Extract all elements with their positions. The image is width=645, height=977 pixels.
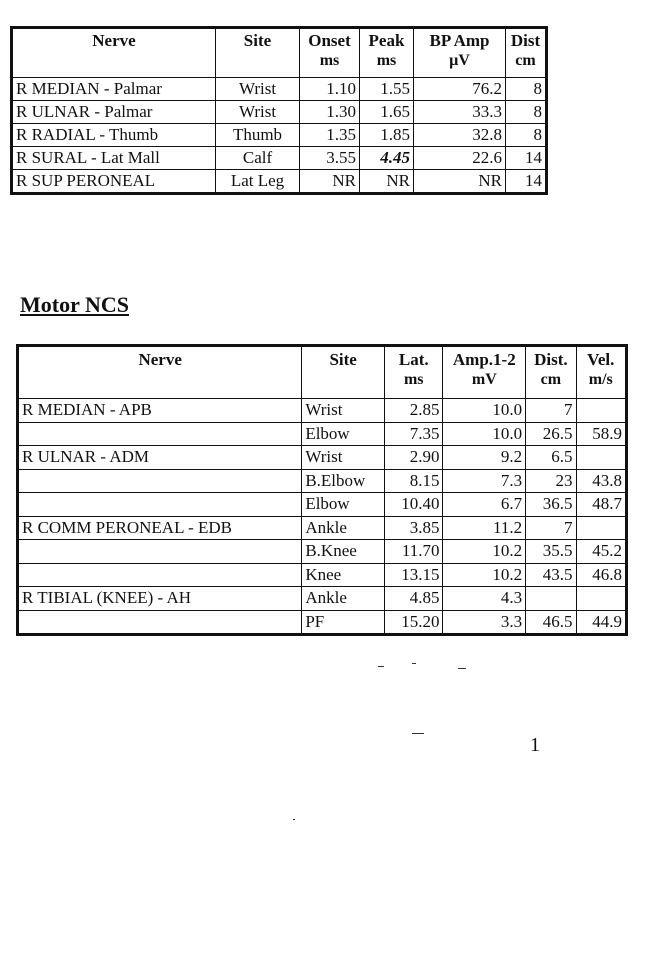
amp-cell: 22.6 — [414, 147, 506, 170]
dist-cell: 6.5 — [526, 446, 576, 470]
amp-cell: 10.0 — [443, 422, 526, 446]
dist-cell: 7 — [526, 516, 576, 540]
page-number: 1 — [530, 734, 540, 756]
vel-cell: 46.8 — [576, 563, 626, 587]
amp-cell: 76.2 — [414, 78, 506, 101]
onset-cell: 1.30 — [300, 101, 360, 124]
lat-cell: 11.70 — [385, 540, 443, 564]
lat-cell: 4.85 — [385, 587, 443, 611]
dist-cell: 36.5 — [526, 493, 576, 517]
amp-cell: 9.2 — [443, 446, 526, 470]
vel-cell: 48.7 — [576, 493, 626, 517]
table-row — [18, 399, 627, 423]
site-cell: PF — [302, 610, 385, 635]
nerve-cell: R COMM PERONEAL - EDB — [18, 516, 302, 540]
lat-cell: 2.85 — [385, 399, 443, 423]
amp-cell: 32.8 — [414, 124, 506, 147]
table-row — [18, 610, 627, 635]
peak-cell-abnormal: 4.45 — [360, 147, 414, 170]
amp-cell: 7.3 — [443, 469, 526, 493]
site-cell: Elbow — [302, 422, 385, 446]
lat-cell: 7.35 — [385, 422, 443, 446]
nerve-cell — [18, 469, 302, 493]
motor-ncs-title: Motor NCS — [20, 292, 129, 317]
lat-cell: 3.85 — [385, 516, 443, 540]
nerve-cell: R RADIAL - Thumb — [12, 124, 216, 147]
lat-cell: 8.15 — [385, 469, 443, 493]
table-row — [12, 101, 547, 124]
amp-cell: 11.2 — [443, 516, 526, 540]
motor-header-nerve: Nerve — [18, 346, 302, 399]
motor-header-row — [18, 346, 627, 399]
vel-cell — [576, 516, 626, 540]
amp-cell: 10.2 — [443, 563, 526, 587]
amp-cell: 3.3 — [443, 610, 526, 635]
vel-cell — [576, 587, 626, 611]
dist-cell: 7 — [526, 399, 576, 423]
site-cell: Wrist — [216, 78, 300, 101]
site-cell: Knee — [302, 563, 385, 587]
scan-speck — [293, 819, 295, 820]
site-cell: Thumb — [216, 124, 300, 147]
sensory-header-nerve: Nerve — [12, 28, 216, 78]
site-cell: Ankle — [302, 516, 385, 540]
scan-speck — [378, 666, 384, 667]
vel-cell — [576, 399, 626, 423]
nerve-cell: R TIBIAL (KNEE) - AH — [18, 587, 302, 611]
peak-cell: 1.85 — [360, 124, 414, 147]
table-row — [12, 78, 547, 101]
onset-cell: 1.10 — [300, 78, 360, 101]
lat-cell: 13.15 — [385, 563, 443, 587]
nerve-cell: R MEDIAN - APB — [18, 399, 302, 423]
amp-cell: 10.2 — [443, 540, 526, 564]
onset-cell: 3.55 — [300, 147, 360, 170]
nerve-cell — [18, 493, 302, 517]
table-row — [18, 493, 627, 517]
sensory-header-peak: Peak ms — [360, 28, 414, 78]
table-row — [18, 469, 627, 493]
scan-speck — [412, 663, 416, 664]
dist-cell: 23 — [526, 469, 576, 493]
nerve-cell: R MEDIAN - Palmar — [12, 78, 216, 101]
table-row — [12, 170, 547, 194]
dist-cell: 43.5 — [526, 563, 576, 587]
sensory-header-dist: Dist cm — [506, 28, 547, 78]
site-cell: B.Knee — [302, 540, 385, 564]
sensory-header-amp: BP Amp µV — [414, 28, 506, 78]
dist-cell: 26.5 — [526, 422, 576, 446]
site-cell: Wrist — [302, 446, 385, 470]
dist-cell: 8 — [506, 78, 547, 101]
nerve-cell — [18, 563, 302, 587]
table-row — [18, 563, 627, 587]
nerve-cell: R SURAL - Lat Mall — [12, 147, 216, 170]
peak-cell: 1.55 — [360, 78, 414, 101]
motor-header-site: Site — [302, 346, 385, 399]
site-cell: Elbow — [302, 493, 385, 517]
dist-cell: 8 — [506, 124, 547, 147]
amp-cell: 6.7 — [443, 493, 526, 517]
table-row — [12, 147, 547, 170]
lat-cell: 2.90 — [385, 446, 443, 470]
dist-cell — [526, 587, 576, 611]
motor-header-lat: Lat. ms — [385, 346, 443, 399]
dist-cell: 14 — [506, 147, 547, 170]
vel-cell: 45.2 — [576, 540, 626, 564]
table-row — [18, 540, 627, 564]
sensory-ncs-table — [10, 26, 548, 195]
table-row — [12, 124, 547, 147]
site-cell: Ankle — [302, 587, 385, 611]
amp-cell: 33.3 — [414, 101, 506, 124]
dist-cell: 35.5 — [526, 540, 576, 564]
vel-cell: 58.9 — [576, 422, 626, 446]
dist-cell: 14 — [506, 170, 547, 194]
onset-cell: NR — [300, 170, 360, 194]
lat-cell: 10.40 — [385, 493, 443, 517]
nerve-cell: R SUP PERONEAL — [12, 170, 216, 194]
scan-speck — [412, 733, 424, 734]
nerve-cell — [18, 422, 302, 446]
onset-cell: 1.35 — [300, 124, 360, 147]
dist-cell: 46.5 — [526, 610, 576, 635]
site-cell: Lat Leg — [216, 170, 300, 194]
amp-cell: 10.0 — [443, 399, 526, 423]
motor-ncs-table — [16, 344, 628, 636]
vel-cell: 43.8 — [576, 469, 626, 493]
amp-cell: NR — [414, 170, 506, 194]
nerve-cell — [18, 610, 302, 635]
sensory-header-site: Site — [216, 28, 300, 78]
peak-cell: 1.65 — [360, 101, 414, 124]
lat-cell: 15.20 — [385, 610, 443, 635]
nerve-cell — [18, 540, 302, 564]
table-row — [18, 587, 627, 611]
motor-header-amp: Amp.1-2 mV — [443, 346, 526, 399]
vel-cell — [576, 446, 626, 470]
table-row — [18, 446, 627, 470]
sensory-header-row — [12, 28, 547, 78]
sensory-header-onset: Onset ms — [300, 28, 360, 78]
scan-speck — [458, 668, 466, 669]
peak-cell: NR — [360, 170, 414, 194]
nerve-cell: R ULNAR - Palmar — [12, 101, 216, 124]
site-cell: B.Elbow — [302, 469, 385, 493]
nerve-cell: R ULNAR - ADM — [18, 446, 302, 470]
vel-cell: 44.9 — [576, 610, 626, 635]
amp-cell: 4.3 — [443, 587, 526, 611]
table-row — [18, 516, 627, 540]
motor-header-vel: Vel. m/s — [576, 346, 626, 399]
motor-header-dist: Dist. cm — [526, 346, 576, 399]
site-cell: Wrist — [216, 101, 300, 124]
site-cell: Wrist — [302, 399, 385, 423]
table-row — [18, 422, 627, 446]
dist-cell: 8 — [506, 101, 547, 124]
site-cell: Calf — [216, 147, 300, 170]
